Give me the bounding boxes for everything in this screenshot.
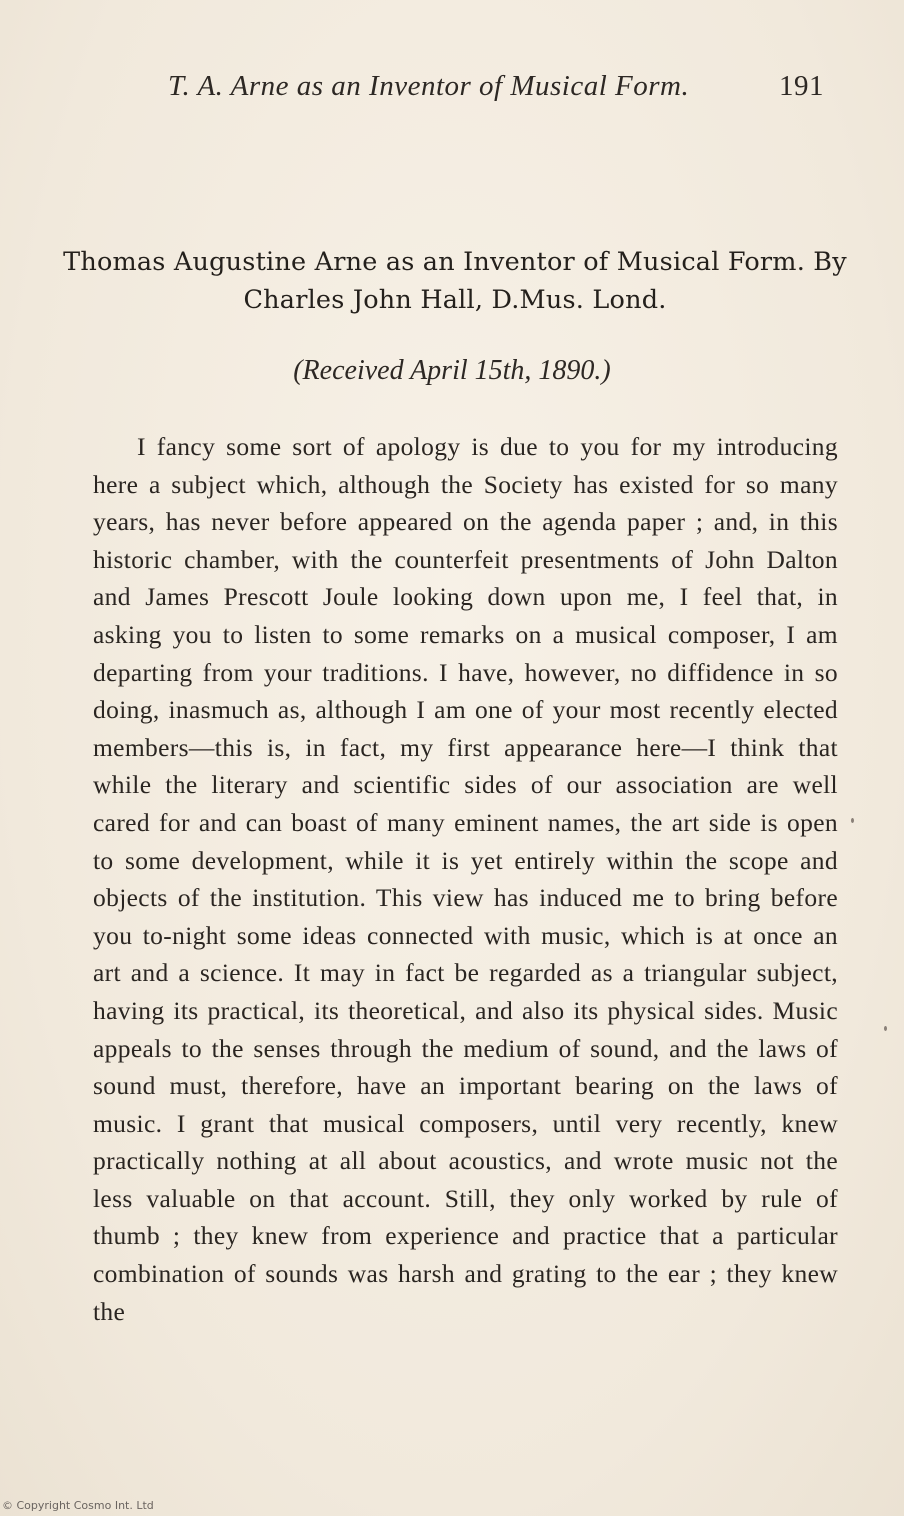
running-head-title: T. A. Arne as an Inventor of Musical Form. bbox=[168, 70, 690, 102]
paper-speck-icon bbox=[851, 818, 854, 823]
article-title: Thomas Augustine Arne as an Inventor of Musical Form. By Charles John Hall, D.Mus. Lond. bbox=[63, 247, 847, 315]
paper-speck-icon bbox=[884, 1026, 887, 1031]
copyright-watermark: © Copyright Cosmo Int. Ltd bbox=[2, 1499, 154, 1512]
received-date: (Received April 15th, 1890.) bbox=[293, 355, 611, 386]
page-number: 191 bbox=[779, 70, 824, 102]
body-paragraph: I fancy some sort of apology is due to you for my introducing here a subject which, although the Society has existed for so many years, has never before appeared on the agenda paper ; and, in this historic chamber, with the counterfeit presentments of John Dalton and James Prescott Joule looking down upon me, I feel that, in asking you to listen to some remarks on a musical composer, I am departing from your traditions. I have, however, no diffidence in so doing, inasmuch as, although I am one of your most recently elected members—this is, in fact, my first appearance here—I think that while the literary and scientific sides of our association are well cared for and can boast of many eminent names, the art side is open to some development, while it is yet entirely within the scope and objects of the institution. This view has induced me to bring before you to-night some ideas connected with music, which is at once an art and a science. It may in fact be regarded as a triangular subject, having its practical, its theoretical, and also its physical sides. Music appeals to the senses through the medium of sound, and the laws of sound must, therefore, have an important bearing on the laws of music. I grant that musical composers, until very recently, knew practically nothing at all about acoustics, and wrote music not the less valuable on that account. Still, they only worked by rule of thumb ; they knew from experience and practice that a particular combination of sounds was harsh and grating to the ear ; they knew the bbox=[93, 432, 838, 1326]
